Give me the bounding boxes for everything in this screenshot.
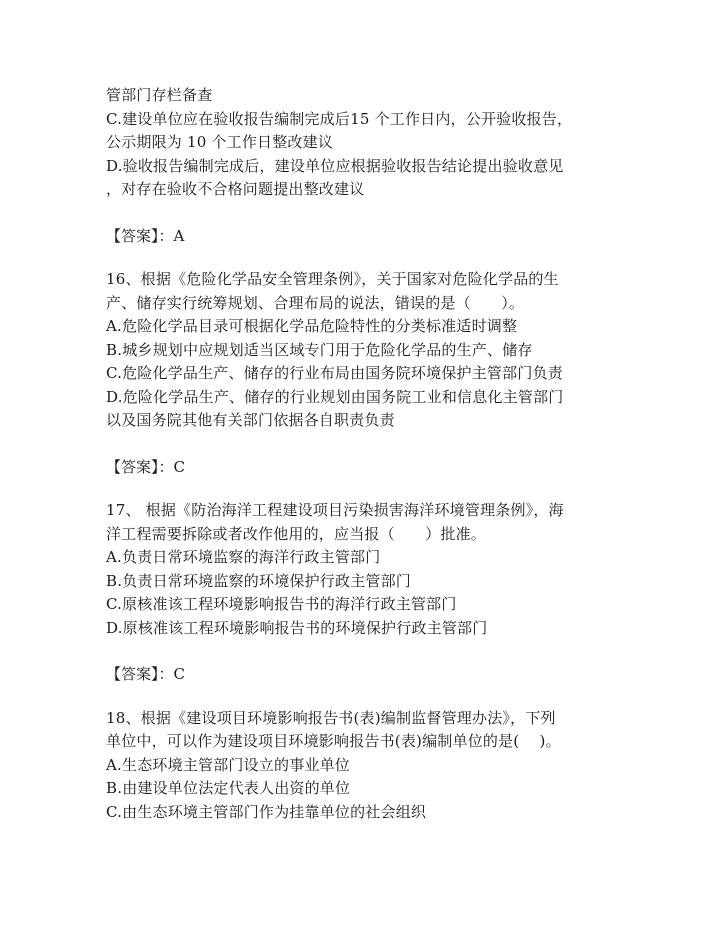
option-b: B.由建设单位法定代表人出资的单位 xyxy=(106,779,351,797)
text-line: 以及国务院其他有关部门依据各自职责负责 xyxy=(106,411,395,429)
option-b: B.城乡规划中应规划适当区域专门用于危险化学品的生产、储存 xyxy=(106,340,533,359)
answer-16: 【答案】：C xyxy=(106,457,185,476)
option-d: D.危险化学品生产、储存的行业规划由国务院工业和信息化主管部门 xyxy=(106,387,564,406)
question-stem: 18、根据《建设项目环境影响报告书(表)编制监督管理办法》，下列 xyxy=(106,708,556,727)
question-stem: 单位中，可以作为建设项目环境影响报告书(表)编制单位的是( )。 xyxy=(106,732,561,750)
option-a: A.负责日常环境监察的海洋行政主管部门 xyxy=(106,548,381,566)
question-stem: 17、 根据《防治海洋工程建设项目污染损害海洋环境管理条例》，海 xyxy=(106,501,564,519)
option-a: A.生态环境主管部门设立的事业单位 xyxy=(106,755,351,774)
text-line: 管部门存栏备查 xyxy=(106,86,213,104)
question-16 xyxy=(106,268,616,433)
text-line: 公示期限为 10 个工作日整改建议 xyxy=(106,133,334,151)
question-18 xyxy=(106,707,616,825)
option-c: C.危险化学品生产、储存的行业布局由国务院环境保护主管部门负责 xyxy=(106,364,563,382)
question-17 xyxy=(106,499,616,640)
option-c: C.建设单位应在验收报告编制完成后15 个工作日内，公开验收报告， xyxy=(106,109,573,128)
option-b: B.负责日常环境监察的环境保护行政主管部门 xyxy=(106,571,411,590)
question-stem: 洋工程需要拆除或者改作他用的，应当报（ ）批准。 xyxy=(106,524,487,543)
option-d: D.验收报告编制完成后，建设单位应根据验收报告结论提出验收意见 xyxy=(106,156,564,175)
document-page xyxy=(106,84,616,824)
option-a: A.危险化学品目录可根据化学品危险特性的分类标准适时调整 xyxy=(106,317,518,335)
option-c: C.原核准该工程环境影响报告书的海洋行政主管部门 xyxy=(106,595,457,613)
answer-15: 【答案】：A xyxy=(106,226,185,245)
question-stem: 16、根据《危险化学品安全管理条例》，关于国家对危险化学品的生 xyxy=(106,270,559,288)
answer-17: 【答案】：C xyxy=(106,665,185,683)
question-stem: 产、储存实行统筹规划、合理布局的说法，错误的是（ ）。 xyxy=(106,293,525,312)
option-d: D.原核准该工程环境影响报告书的环境保护行政主管部门 xyxy=(106,618,488,637)
text-line: ，对存在验收不合格问题提出整改建议 xyxy=(106,180,365,198)
option-c: C.由生态环境主管部门作为挂靠单位的社会组织 xyxy=(106,802,427,821)
question-15-continuation xyxy=(106,84,616,202)
